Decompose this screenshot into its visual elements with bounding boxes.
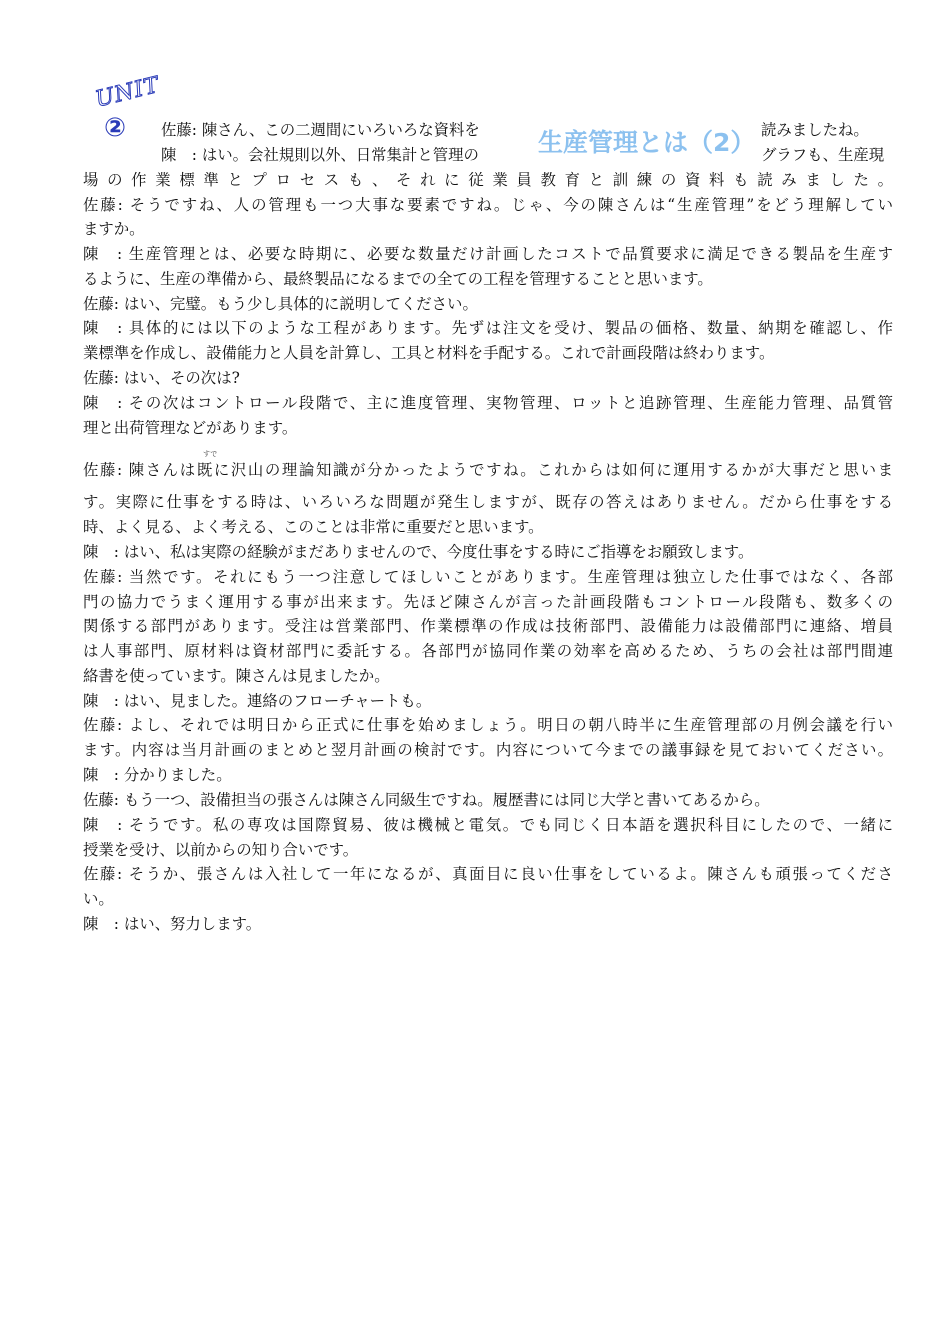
dialogue-line: は人事部門、原材料は資材部門に委託する。各部門が協同作業の効率を高めるため、うちの会社は部門間連 bbox=[83, 642, 893, 660]
dialogue-line: 門の協力でうまく運用する事が出来ます。先ほど陳さんが言った計画段階もコントロール段階も、数多くの bbox=[83, 593, 893, 611]
dialogue-line: す。実際に仕事をする時は、いろいろな問題が発生しますが、既存の答えはありません。だから仕事をする bbox=[83, 493, 893, 511]
dialogue-line: 佐藤: よし、それでは明日から正式に仕事を始めましょう。明日の朝八時半に生産管理部の月例会議を行い bbox=[83, 716, 893, 734]
dialogue-line: 陳 : はい、見ました。連絡のフローチャートも。 bbox=[83, 692, 432, 710]
dialogue-line: 陳 : そうです。私の専攻は国際貿易、彼は機械と電気。でも同じく日本語を選択科目にしたので、一緒に bbox=[83, 816, 893, 834]
dialogue-line: 佐藤: そうですね、人の管理も一つ大事な要素ですね。じゃ、今の陳さんは“生産管理”をどう理解してい bbox=[83, 196, 893, 214]
dialogue-line: 時、よく見る、よく考える、このことは非常に重要だと思います。 bbox=[83, 518, 544, 536]
dialogue-line: ます。内容は当月計画のまとめと翌月計画の検討です。内容について今までの議事録を見ておいてください。 bbox=[83, 741, 893, 759]
dialogue-line: 陳 : 具体的には以下のような工程があります。先ずは注文を受け、製品の価格、数量、納期を確認し、作 bbox=[83, 319, 893, 337]
header-line-1: 佐藤: 陳さん、この二週間にいろいろな資料を bbox=[161, 121, 480, 139]
dialogue-line: い。 bbox=[83, 890, 114, 908]
dialogue-line: 陳 : はい、努力します。 bbox=[83, 915, 262, 933]
unit-label: UNIT bbox=[92, 72, 163, 113]
dialogue-line: 関係する部門があります。受注は営業部門、作業標準の作成は技術部門、設備能力は設備部門に連絡、増員 bbox=[83, 617, 893, 635]
unit-number: ② bbox=[104, 113, 127, 143]
dialogue-line: 佐藤: はい、完璧。もう少し具体的に説明してください。 bbox=[83, 295, 478, 313]
dialogue-line: るように、生産の準備から、最終製品になるまでの全ての工程を管理することと思います。 bbox=[83, 270, 713, 288]
dialogue-line: 陳 : はい、私は実際の経験がまだありませんので、今度仕事をする時にご指導をお願致します。 bbox=[83, 543, 754, 561]
lesson-title: 生産管理とは（2） bbox=[538, 128, 756, 157]
dialogue-line: 陳 : 分かりました。 bbox=[83, 766, 232, 784]
header-line-2: 陳 : はい。会社規則以外、日常集計と管理の bbox=[161, 146, 479, 164]
dialogue-line: 陳 : 生産管理とは、必要な時期に、必要な数量だけ計画したコストで品質要求に満足できる製品を生産す bbox=[83, 245, 893, 263]
dialogue-line: 陳 : その次はコントロール段階で、主に進度管理、実物管理、ロットと追跡管理、生産能力管理、品質管 bbox=[83, 394, 893, 412]
dialogue-line: 佐藤: もう一つ、設備担当の張さんは陳さん同級生ですね。履歴書には同じ大学と書いてあるから。 bbox=[83, 791, 770, 809]
dialogue-line: 授業を受け、以前からの知り合いです。 bbox=[83, 841, 359, 859]
dialogue-line: 絡書を使っています。陳さんは見ましたか。 bbox=[83, 667, 390, 685]
dialogue-line: 佐藤: 当然です。それにもう一つ注意してほしいことがあります。生産管理は独立した仕事ではなく、各部 bbox=[83, 568, 893, 586]
header-line-4: グラフも、生産現 bbox=[761, 146, 885, 164]
dialogue-line: 佐藤: 陳さんは既に沢山の理論知識が分かったようですね。これからは如何に運用するかが大事だと思いま bbox=[83, 461, 893, 479]
dialogue-line: 場の作業標準とプロセスも、それに従業員教育と訓練の資料も読みました。 bbox=[83, 171, 893, 189]
dialogue-line: 佐藤: はい、その次は? bbox=[83, 369, 240, 387]
dialogue-line: 業標準を作成し、設備能力と人員を計算し、工具と材料を手配する。これで計画段階は終わります。 bbox=[83, 344, 775, 362]
furigana-sude: すで bbox=[203, 450, 218, 458]
header-line-3: 読みましたね。 bbox=[761, 121, 869, 139]
dialogue-line: 理と出荷管理などがあります。 bbox=[83, 419, 298, 437]
dialogue-line: 佐藤: そうか、張さんは入社して一年になるが、真面目に良い仕事をしているよ。陳さんも頑張ってくださ bbox=[83, 865, 893, 883]
dialogue-line: ますか。 bbox=[83, 220, 145, 238]
